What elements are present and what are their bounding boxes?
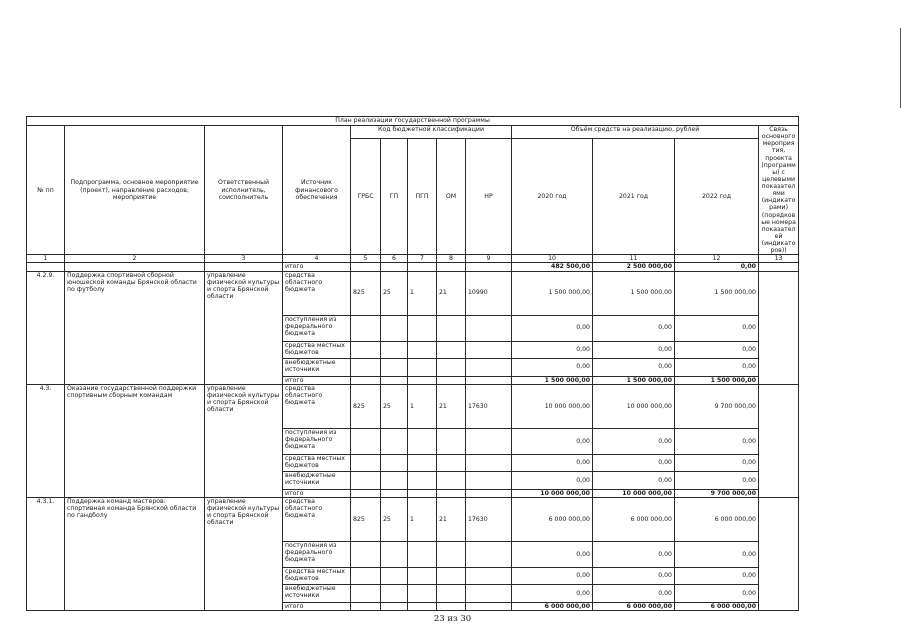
value-2020: 0,00 xyxy=(512,428,593,454)
empty-cell xyxy=(381,376,408,384)
empty-cell xyxy=(381,315,408,341)
header-gp: ГП xyxy=(381,139,408,255)
source-federal: поступления из федерального бюджета xyxy=(283,315,351,341)
source-regional: средства областного бюджета xyxy=(283,271,351,315)
empty-cell xyxy=(408,541,437,567)
header-grbs: ГРБС xyxy=(351,139,381,255)
header-link: Связь основного мероприятия, проекта (программы) с целевыми показателями (индикаторами) (порядковые номера показателей (индикаторов)) xyxy=(759,126,799,255)
value-2022: 9 700 000,00 xyxy=(675,384,759,428)
total-label: итого xyxy=(283,489,351,497)
column-number: 7 xyxy=(408,255,437,263)
total-2022: 6 000 000,00 xyxy=(675,602,759,610)
empty-cell xyxy=(466,376,512,384)
empty-cell xyxy=(437,263,466,271)
indicator-link-cell xyxy=(759,384,799,497)
code-gp: 25 xyxy=(381,384,408,428)
header-2022: 2022 год xyxy=(675,139,759,255)
empty-cell xyxy=(408,567,437,584)
empty-cell xyxy=(351,315,381,341)
empty-cell xyxy=(381,489,408,497)
value-2021: 0,00 xyxy=(593,584,675,602)
empty-cell xyxy=(351,428,381,454)
activity-row xyxy=(27,384,799,428)
header-nr: НР xyxy=(466,139,512,255)
source-local: средства местных бюджетов xyxy=(283,341,351,358)
empty-cell xyxy=(437,489,466,497)
code-nr: 17630 xyxy=(466,384,512,428)
total-2022: 0,00 xyxy=(675,263,759,271)
empty-cell xyxy=(408,584,437,602)
value-2020: 1 500 000,00 xyxy=(512,271,593,315)
empty-cell xyxy=(437,471,466,489)
total-2022: 9 700 000,00 xyxy=(675,489,759,497)
value-2021: 0,00 xyxy=(593,315,675,341)
empty-cell xyxy=(381,567,408,584)
activity-name: Поддержка команд мастеров: спортивная команда Брянской области по гандболу xyxy=(65,497,205,610)
code-pgp: 1 xyxy=(408,497,437,541)
empty-cell xyxy=(381,471,408,489)
activity-row xyxy=(27,497,799,541)
code-gp: 25 xyxy=(381,271,408,315)
value-2020: 10 000 000,00 xyxy=(512,384,593,428)
source-local: средства местных бюджетов xyxy=(283,567,351,584)
activity-number: 4.2.9. xyxy=(27,271,65,384)
code-pgp: 1 xyxy=(408,271,437,315)
total-2021: 6 000 000,00 xyxy=(593,602,675,610)
empty-cell xyxy=(381,428,408,454)
empty-cell xyxy=(381,454,408,471)
column-number: 8 xyxy=(437,255,466,263)
total-2020: 1 500 000,00 xyxy=(512,376,593,384)
column-number: 11 xyxy=(593,255,675,263)
value-2020: 0,00 xyxy=(512,471,593,489)
total-2022: 1 500 000,00 xyxy=(675,376,759,384)
empty-cell xyxy=(381,541,408,567)
value-2020: 0,00 xyxy=(512,341,593,358)
value-2021: 0,00 xyxy=(593,428,675,454)
code-grbs: 825 xyxy=(351,384,381,428)
value-2022: 0,00 xyxy=(675,454,759,471)
empty-cell xyxy=(381,341,408,358)
value-2020: 0,00 xyxy=(512,567,593,584)
value-2022: 0,00 xyxy=(675,358,759,376)
source-local: средства местных бюджетов xyxy=(283,454,351,471)
total-2021: 2 500 000,00 xyxy=(593,263,675,271)
value-2022: 0,00 xyxy=(675,428,759,454)
column-number: 12 xyxy=(675,255,759,263)
code-grbs: 825 xyxy=(351,497,381,541)
empty-cell xyxy=(351,602,381,610)
empty-cell xyxy=(437,376,466,384)
value-2020: 0,00 xyxy=(512,358,593,376)
activity-name: Поддержка спортивной сборной юношеской команды Брянской области по футболу xyxy=(65,271,205,384)
activity-row xyxy=(27,271,799,315)
value-2021: 0,00 xyxy=(593,454,675,471)
empty-cell xyxy=(351,584,381,602)
value-2022: 0,00 xyxy=(675,315,759,341)
empty-cell xyxy=(466,584,512,602)
empty-cell xyxy=(408,341,437,358)
empty-cell xyxy=(408,263,437,271)
activity-responsible: управление физической культуры и спорта Брянской области xyxy=(205,384,283,497)
value-2021: 1 500 000,00 xyxy=(593,271,675,315)
previous-total-row xyxy=(27,263,799,271)
empty-cell xyxy=(408,471,437,489)
code-grbs: 825 xyxy=(351,271,381,315)
empty-cell xyxy=(351,376,381,384)
total-label: итого xyxy=(283,263,351,271)
empty-cell xyxy=(351,263,381,271)
code-gp: 25 xyxy=(381,497,408,541)
code-om: 21 xyxy=(437,384,466,428)
table-title-row xyxy=(27,117,799,126)
column-number: 2 xyxy=(65,255,205,263)
empty-cell xyxy=(466,602,512,610)
value-2020: 0,00 xyxy=(512,315,593,341)
header-budget-code-group: Код бюджетной классификации xyxy=(351,126,512,139)
column-number: 4 xyxy=(283,255,351,263)
header-om: ОМ xyxy=(437,139,466,255)
empty-cell xyxy=(381,263,408,271)
source-regional: средства областного бюджета xyxy=(283,497,351,541)
empty-cell xyxy=(466,428,512,454)
indicator-link-cell xyxy=(759,271,799,384)
source-extrabudgetary: внебюджетные источники xyxy=(283,471,351,489)
column-number: 5 xyxy=(351,255,381,263)
empty-cell xyxy=(205,263,283,271)
total-2020: 482 500,00 xyxy=(512,263,593,271)
column-numbers-row xyxy=(27,255,799,263)
empty-cell xyxy=(351,454,381,471)
total-2021: 1 500 000,00 xyxy=(593,376,675,384)
empty-cell xyxy=(466,358,512,376)
indicator-link-cell xyxy=(759,497,799,610)
empty-cell xyxy=(408,358,437,376)
total-2021: 10 000 000,00 xyxy=(593,489,675,497)
program-plan-table xyxy=(26,116,799,611)
value-2022: 0,00 xyxy=(675,471,759,489)
empty-cell xyxy=(408,428,437,454)
header-num: № пп xyxy=(27,126,65,255)
value-2022: 0,00 xyxy=(675,541,759,567)
empty-cell xyxy=(466,471,512,489)
empty-cell xyxy=(437,541,466,567)
source-federal: поступления из федерального бюджета xyxy=(283,428,351,454)
column-number: 1 xyxy=(27,255,65,263)
empty-cell xyxy=(437,341,466,358)
empty-cell xyxy=(466,263,512,271)
column-number: 13 xyxy=(759,255,799,263)
value-2020: 0,00 xyxy=(512,454,593,471)
empty-cell xyxy=(408,489,437,497)
column-number: 6 xyxy=(381,255,408,263)
empty-cell xyxy=(466,315,512,341)
empty-cell xyxy=(437,584,466,602)
header-row-1 xyxy=(27,126,799,139)
empty-cell xyxy=(437,567,466,584)
empty-cell xyxy=(408,315,437,341)
value-2022: 0,00 xyxy=(675,584,759,602)
empty-cell xyxy=(437,454,466,471)
empty-cell xyxy=(381,358,408,376)
total-label: итого xyxy=(283,376,351,384)
column-number: 3 xyxy=(205,255,283,263)
value-2022: 6 000 000,00 xyxy=(675,497,759,541)
empty-cell xyxy=(27,263,65,271)
source-extrabudgetary: внебюджетные источники xyxy=(283,358,351,376)
code-om: 21 xyxy=(437,271,466,315)
activity-name: Оказание государственной поддержки спортивным сборным командам xyxy=(65,384,205,497)
empty-cell xyxy=(351,567,381,584)
header-program: Подпрограмма, основное мероприятие (проект), направление расходов, мероприятие xyxy=(65,126,205,255)
header-source: Источник финансового обеспечения xyxy=(283,126,351,255)
empty-cell xyxy=(351,358,381,376)
empty-cell xyxy=(437,428,466,454)
value-2021: 10 000 000,00 xyxy=(593,384,675,428)
value-2021: 0,00 xyxy=(593,567,675,584)
value-2020: 0,00 xyxy=(512,584,593,602)
column-number: 10 xyxy=(512,255,593,263)
empty-cell xyxy=(466,567,512,584)
source-federal: поступления из федерального бюджета xyxy=(283,541,351,567)
empty-cell xyxy=(466,541,512,567)
empty-cell xyxy=(351,341,381,358)
value-2020: 0,00 xyxy=(512,541,593,567)
empty-cell xyxy=(466,341,512,358)
total-2020: 10 000 000,00 xyxy=(512,489,593,497)
activity-number: 4.3.1. xyxy=(27,497,65,610)
table-title: План реализации государственной программы xyxy=(27,117,799,126)
empty-cell xyxy=(381,584,408,602)
header-pgp: ПГП xyxy=(408,139,437,255)
header-volume-group: Объём средств на реализацию, рублей xyxy=(512,126,759,139)
empty-cell xyxy=(466,454,512,471)
value-2021: 0,00 xyxy=(593,341,675,358)
value-2021: 0,00 xyxy=(593,471,675,489)
empty-cell xyxy=(381,602,408,610)
activity-responsible: управление физической культуры и спорта Брянской области xyxy=(205,497,283,610)
header-2021: 2021 год xyxy=(593,139,675,255)
empty-cell xyxy=(351,541,381,567)
empty-cell xyxy=(65,263,205,271)
code-om: 21 xyxy=(437,497,466,541)
header-2020: 2020 год xyxy=(512,139,593,255)
activity-responsible: управление физической культуры и спорта Брянской области xyxy=(205,271,283,384)
header-responsible: Ответственный исполнитель, соисполнитель xyxy=(205,126,283,255)
page-number: 23 из 30 xyxy=(433,614,472,624)
activity-number: 4.3. xyxy=(27,384,65,497)
code-pgp: 1 xyxy=(408,384,437,428)
value-2022: 0,00 xyxy=(675,341,759,358)
empty-cell xyxy=(437,602,466,610)
empty-cell xyxy=(466,489,512,497)
empty-cell xyxy=(437,358,466,376)
value-2021: 0,00 xyxy=(593,541,675,567)
total-label: итого xyxy=(283,602,351,610)
empty-cell xyxy=(408,602,437,610)
empty-cell xyxy=(351,489,381,497)
value-2021: 6 000 000,00 xyxy=(593,497,675,541)
scan-margin-line xyxy=(900,28,901,108)
empty-cell xyxy=(437,315,466,341)
source-regional: средства областного бюджета xyxy=(283,384,351,428)
source-extrabudgetary: внебюджетные источники xyxy=(283,584,351,602)
value-2022: 0,00 xyxy=(675,567,759,584)
empty-cell xyxy=(759,263,799,271)
empty-cell xyxy=(408,454,437,471)
empty-cell xyxy=(408,376,437,384)
value-2021: 0,00 xyxy=(593,358,675,376)
total-2020: 6 000 000,00 xyxy=(512,602,593,610)
code-nr: 10990 xyxy=(466,271,512,315)
code-nr: 17630 xyxy=(466,497,512,541)
column-number: 9 xyxy=(466,255,512,263)
value-2022: 1 500 000,00 xyxy=(675,271,759,315)
empty-cell xyxy=(351,471,381,489)
value-2020: 6 000 000,00 xyxy=(512,497,593,541)
